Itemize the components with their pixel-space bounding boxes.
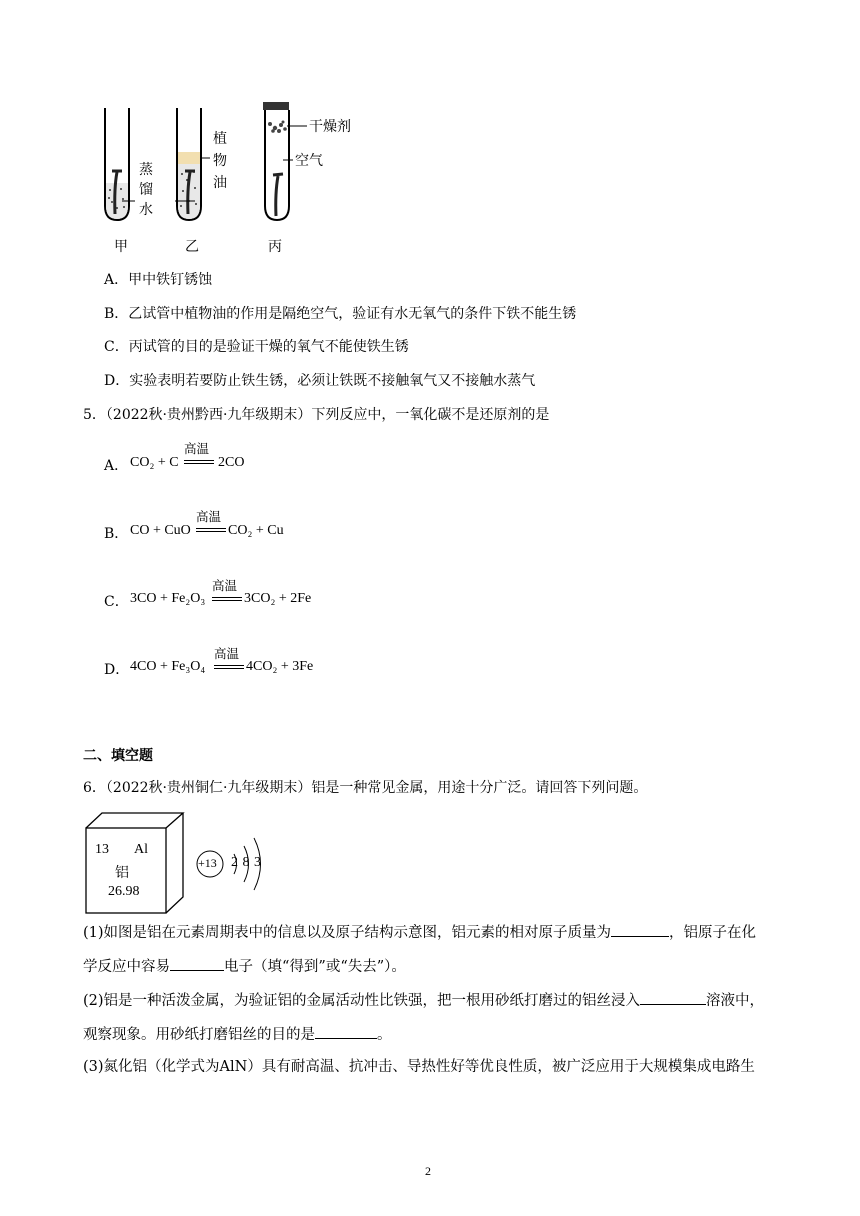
label-desiccant: 干燥剂 [309, 119, 351, 135]
element-number: 13 [95, 842, 109, 857]
q6-blank-1[interactable] [611, 922, 669, 937]
q5-option-b-equals [196, 528, 226, 529]
element-symbol: Al [134, 842, 148, 857]
q4-option-a: A．甲中铁钉锈蚀 [104, 272, 213, 288]
label-oil: 植物油 [213, 131, 227, 191]
q5-option-a-equals [184, 460, 214, 461]
q5-option-b-letter: B． [104, 526, 129, 542]
q6-part2-text-a: (2)铝是一种活泼金属，为验证铝的金属活动性比铁强，把一根用砂纸打磨过的铝丝浸入 [83, 993, 641, 1009]
element-mass: 26.98 [108, 884, 140, 899]
q5-option-b-left: CO + CuO [130, 523, 191, 538]
q6-part3-line1: (3)氮化铝（化学式为AlN）具有耐高温、抗冲击、导热性好等优良性质，被广泛应用于大规模集成电路生 [83, 1059, 755, 1075]
q5-option-c-left: 3CO + Fe₂O₃ [130, 591, 206, 606]
q5-option-d-right: 4CO₂ + 3Fe [246, 659, 314, 674]
q5-option-a-right: 2CO [218, 455, 245, 470]
q4-option-b: B．乙试管中植物油的作用是隔绝空气，验证有水无氧气的条件下铁不能生锈 [104, 306, 577, 322]
q5-option-c-right: 3CO₂ + 2Fe [244, 591, 312, 606]
tube-yi [175, 108, 210, 220]
q6-part1-text-c: 学反应中容易 [83, 959, 170, 975]
q5-option-c-letter: C． [104, 594, 129, 610]
q6-part2-text-b: 溶液中， [706, 993, 765, 1009]
q6-blank-2[interactable] [170, 956, 224, 971]
q4-option-d: D．实验表明若要防止铁生锈，必须让铁既不接触氧气又不接触水蒸气 [104, 373, 536, 389]
q6-part1-text-a: (1)如图是铝在元素周期表中的信息以及原子结构示意图，铝元素的相对原子质量为 [83, 925, 612, 941]
q6-blank-3[interactable] [640, 990, 706, 1005]
q6-part1-text-d: 电子（填“得到”或“失去”）。 [224, 959, 406, 975]
q5-option-d-equals [214, 665, 244, 666]
q5-option-c-condition: 高温 [212, 578, 238, 593]
atom-nucleus-charge: +13 [198, 856, 217, 870]
q5-option-c-equals [212, 597, 242, 598]
label-air: 空气 [295, 153, 323, 169]
tube-jia [105, 108, 135, 220]
q6-part2-line2 [83, 1024, 392, 1045]
q5-option-d-left: 4CO + Fe₃O₄ [130, 659, 206, 674]
q6-part1-text-b: ，铝原子在化 [669, 925, 757, 941]
label-water: 蒸馏水 [139, 162, 153, 218]
q5-option-a-letter: A． [104, 458, 129, 474]
page-number: 2 [425, 1164, 431, 1178]
q5-option-d-condition: 高温 [214, 646, 240, 661]
label-yi: 乙 [185, 239, 199, 255]
label-jia: 甲 [114, 239, 128, 255]
q5-option-b-condition: 高温 [196, 509, 222, 524]
atom-shell-electrons: 2 8 3 [231, 855, 261, 870]
q6-part1-line1 [83, 922, 756, 943]
q5-option-a-left: CO₂ + C [130, 455, 179, 470]
q5-option-d-letter: D． [104, 662, 130, 678]
q6-part2-text-c: 观察现象。用砂纸打磨铝丝的目的是 [83, 1027, 315, 1043]
q5-option-b-right: CO₂ + Cu [228, 523, 284, 538]
q4-option-c: C．丙试管的目的是验证干燥的氧气不能使铁生锈 [104, 339, 409, 355]
q5-stem: 5．（2022秋·贵州黔西·九年级期末）下列反应中，一氧化碳不是还原剂的是 [83, 407, 550, 423]
q6-blank-4[interactable] [315, 1024, 377, 1039]
q5-option-a-condition: 高温 [184, 441, 210, 456]
q6-part2-text-d: 。 [377, 1027, 392, 1043]
element-name: 铝 [115, 865, 129, 881]
section-heading: 二、填空题 [83, 748, 153, 764]
label-bing: 丙 [268, 239, 282, 255]
q6-part2-line1 [83, 990, 764, 1011]
q6-stem: 6．（2022秋·贵州铜仁·九年级期末）铝是一种常见金属，用途十分广泛。请回答下列问题。 [83, 780, 648, 796]
q6-part1-line2 [83, 956, 406, 977]
